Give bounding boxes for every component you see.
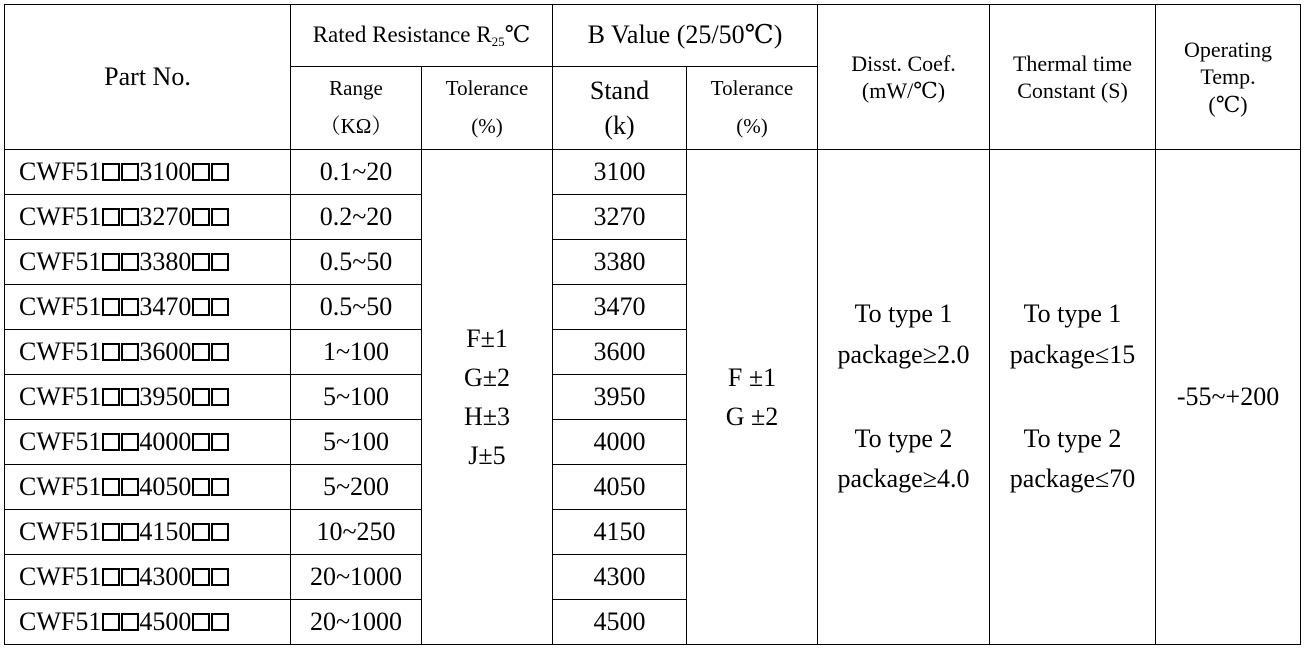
operating-temp-cell: -55~+200 (1156, 150, 1301, 645)
placeholder-box (192, 388, 210, 406)
placeholder-box (102, 613, 120, 631)
placeholder-box (192, 523, 210, 541)
stand-cell: 3950 (553, 375, 687, 420)
resistance-tolerance-item: G±2 (463, 363, 511, 392)
part-prefix: CWF51 (19, 606, 102, 636)
placeholder-box (121, 523, 139, 541)
header-dissipation: Disst. Coef. (mW/℃) (818, 5, 990, 150)
placeholder-box (121, 613, 139, 631)
stand-cell: 4300 (553, 555, 687, 600)
part-number-cell (5, 150, 291, 195)
part-prefix: CWF51 (19, 156, 102, 186)
part-code: 4300 (139, 561, 192, 591)
placeholder-box (211, 163, 229, 181)
thermal-type2-value: package≤70 (1009, 464, 1136, 494)
resistance-tolerance-item: F±1 (466, 324, 508, 353)
part-number-cell (5, 420, 291, 465)
range-cell: 1~100 (291, 330, 422, 375)
part-code: 4150 (139, 516, 192, 546)
part-number-cell (5, 195, 291, 240)
header-operating-temp: Operating Temp. (℃) (1156, 5, 1301, 150)
placeholder-box (102, 253, 120, 271)
thermal-type1-label: To type 1 (1023, 299, 1122, 329)
part-prefix: CWF51 (19, 291, 102, 321)
range-cell: 5~200 (291, 465, 422, 510)
part-number-cell (5, 510, 291, 555)
placeholder-box (211, 343, 229, 361)
placeholder-box (102, 568, 120, 586)
stand-cell: 4150 (553, 510, 687, 555)
placeholder-box (102, 298, 120, 316)
part-code: 3380 (139, 246, 192, 276)
spacer (818, 375, 989, 419)
header-b-value: B Value (25/50℃) (553, 5, 818, 67)
dissipation-type1-label: To type 1 (854, 299, 953, 329)
part-code: 3470 (139, 291, 192, 321)
part-code: 3600 (139, 336, 192, 366)
part-code: 3270 (139, 201, 192, 231)
range-cell: 0.5~50 (291, 240, 422, 285)
part-code: 4000 (139, 426, 192, 456)
placeholder-box (102, 343, 120, 361)
placeholder-box (121, 343, 139, 361)
part-prefix: CWF51 (19, 336, 102, 366)
placeholder-box (121, 433, 139, 451)
part-prefix: CWF51 (19, 471, 102, 501)
placeholder-box (121, 478, 139, 496)
part-number-cell (5, 375, 291, 420)
b-tolerance-item: G ±2 (725, 402, 779, 431)
spec-table (4, 4, 1301, 645)
part-prefix: CWF51 (19, 246, 102, 276)
header-rated-resistance: Rated Resistance $R_{25}℃$ (291, 5, 553, 67)
range-cell: 5~100 (291, 375, 422, 420)
dissipation-cell (818, 150, 990, 645)
placeholder-box (192, 163, 210, 181)
placeholder-box (211, 523, 229, 541)
placeholder-box (121, 208, 139, 226)
part-code: 3950 (139, 381, 192, 411)
placeholder-box (211, 433, 229, 451)
part-prefix: CWF51 (19, 516, 102, 546)
table-row (5, 150, 1301, 195)
part-code: 3100 (139, 156, 192, 186)
placeholder-box (211, 253, 229, 271)
placeholder-box (211, 208, 229, 226)
placeholder-box (192, 433, 210, 451)
range-cell: 0.2~20 (291, 195, 422, 240)
resistance-tolerance-cell (422, 150, 553, 645)
range-cell: 0.5~50 (291, 285, 422, 330)
part-number-cell (5, 285, 291, 330)
dissipation-type2-label: To type 2 (854, 424, 953, 453)
placeholder-box (102, 163, 120, 181)
dissipation-type1-value: package≥2.0 (837, 339, 970, 369)
placeholder-box (102, 523, 120, 541)
placeholder-box (102, 478, 120, 496)
stand-cell: 3270 (553, 195, 687, 240)
range-cell: 20~1000 (291, 555, 422, 600)
part-number-cell (5, 600, 291, 645)
placeholder-box (102, 433, 120, 451)
placeholder-box (121, 568, 139, 586)
placeholder-box (211, 388, 229, 406)
part-number-cell (5, 240, 291, 285)
placeholder-box (211, 613, 229, 631)
thermal-type1-value: package≤15 (1009, 339, 1136, 369)
range-cell: 0.1~20 (291, 150, 422, 195)
placeholder-box (192, 478, 210, 496)
part-code: 4050 (139, 471, 192, 501)
part-prefix: CWF51 (19, 561, 102, 591)
part-prefix: CWF51 (19, 426, 102, 456)
placeholder-box (121, 388, 139, 406)
part-prefix: CWF51 (19, 381, 102, 411)
placeholder-box (192, 613, 210, 631)
placeholder-box (121, 253, 139, 271)
range-cell: 20~1000 (291, 600, 422, 645)
placeholder-box (192, 298, 210, 316)
part-code: 4500 (139, 606, 192, 636)
stand-cell: 4000 (553, 420, 687, 465)
dissipation-type2-value: package≥4.0 (837, 464, 970, 494)
placeholder-box (121, 298, 139, 316)
stand-cell: 4050 (553, 465, 687, 510)
placeholder-box (192, 568, 210, 586)
resistance-tolerance-item: H±3 (463, 402, 511, 431)
header-thermal-constant: Thermal time Constant (S) (990, 5, 1156, 150)
stand-cell: 3100 (553, 150, 687, 195)
stand-cell: 4500 (553, 600, 687, 645)
thermal-type2-label: To type 2 (1023, 424, 1122, 453)
header-range: Range （KΩ） (291, 67, 422, 150)
part-number-cell (5, 330, 291, 375)
placeholder-box (102, 388, 120, 406)
thermal-constant-cell (990, 150, 1156, 645)
resistance-tolerance-item: J±5 (468, 441, 506, 470)
placeholder-box (192, 343, 210, 361)
stand-cell: 3470 (553, 285, 687, 330)
header-resistance-tolerance: Tolerance (%) (422, 67, 553, 150)
part-number-cell (5, 465, 291, 510)
range-cell: 5~100 (291, 420, 422, 465)
header-b-tolerance: Tolerance (%) (687, 67, 818, 150)
placeholder-box (192, 253, 210, 271)
b-tolerance-cell (687, 150, 818, 645)
part-prefix: CWF51 (19, 201, 102, 231)
b-tolerance-item: F ±1 (727, 363, 777, 392)
placeholder-box (192, 208, 210, 226)
placeholder-box (102, 208, 120, 226)
range-cell: 10~250 (291, 510, 422, 555)
stand-cell: 3380 (553, 240, 687, 285)
part-number-cell (5, 555, 291, 600)
placeholder-box (211, 298, 229, 316)
header-part-no: Part No. (5, 5, 291, 150)
placeholder-box (121, 163, 139, 181)
placeholder-box (211, 478, 229, 496)
header-stand: Stand (k) (553, 67, 687, 150)
header-row-1 (5, 5, 1301, 67)
stand-cell: 3600 (553, 330, 687, 375)
placeholder-box (211, 568, 229, 586)
spacer (990, 375, 1155, 419)
